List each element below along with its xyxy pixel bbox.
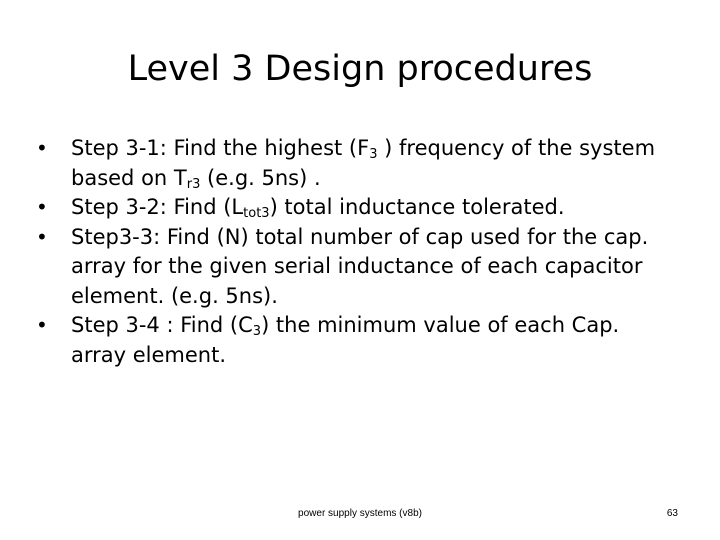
bullet-dot-icon: • [36, 224, 48, 249]
bullet-text: Step 3-4 : Find $(C_3)$ the minimum value of each Cap. array element. [71, 313, 620, 367]
slide-title: Level 3 Design procedures [127, 49, 593, 89]
bullet-dot-icon: • [36, 136, 48, 160]
bullet-list [36, 134, 676, 370]
slide-footer: power supply systems (v8b) [298, 508, 422, 519]
bullet-dot-icon: • [36, 313, 48, 337]
bullet-item-2 [36, 193, 676, 223]
bullet-item-4 [36, 311, 676, 370]
page-number: 63 [666, 508, 678, 519]
bullet-dot-icon: • [36, 195, 48, 219]
bullet-text: Step3-3: Find (N) total number of cap used for the cap. array for the given serial inductance of each capacitor element. (e.g. 5ns). [71, 224, 649, 308]
bullet-text: Step 3-2: Find $(L_{tot3})$ total inductance tolerated. [71, 195, 565, 221]
bullet-item-3 [36, 223, 676, 312]
bullet-item-1 [36, 134, 676, 193]
bullet-text: Step 3-1: Find the highest ($F_3$ ) frequency of the system based on $T_{r3}$ (e.g. 5ns) . [71, 136, 656, 192]
